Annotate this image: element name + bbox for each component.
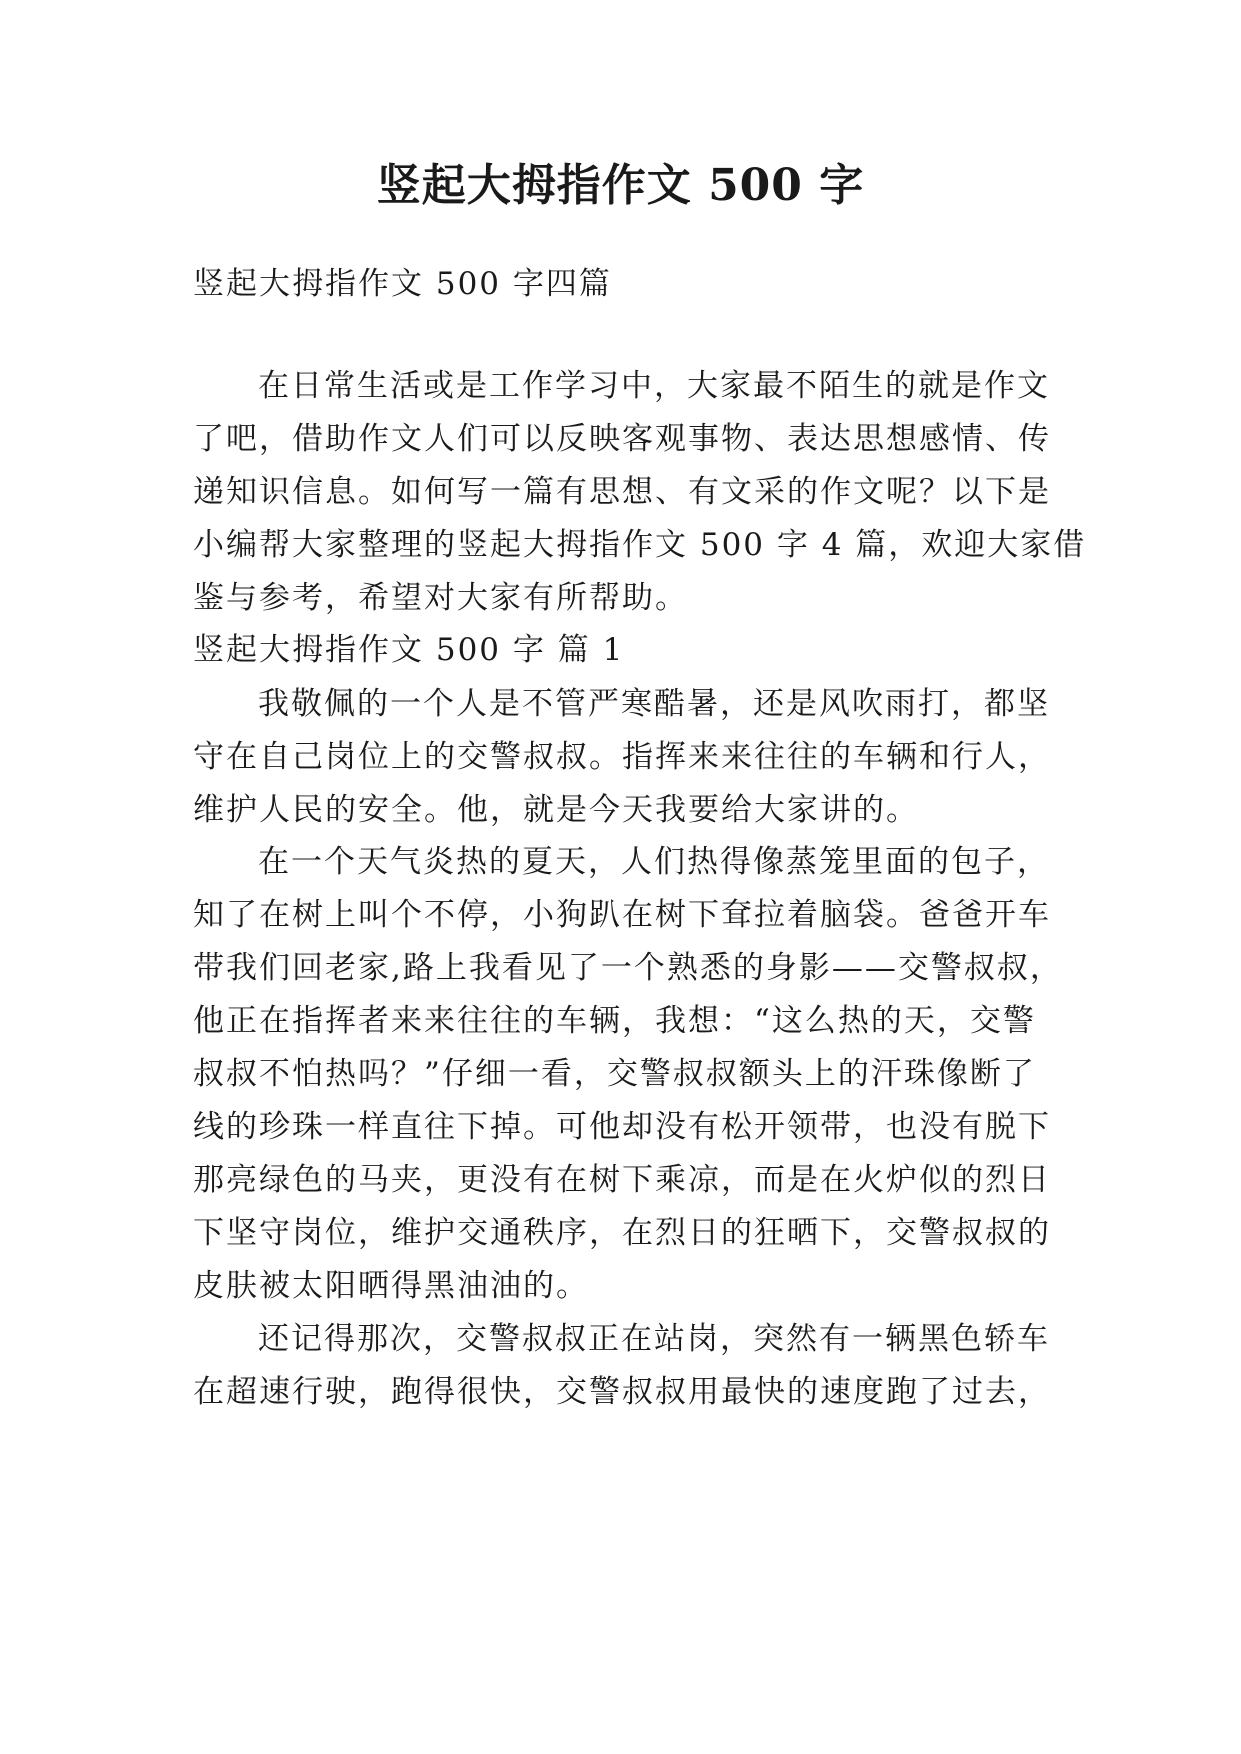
- paragraph-line: 维护人民的安全。他，就是今天我要给大家讲的。: [193, 792, 919, 828]
- paragraph-line: 下坚守岗位，维护交通秩序，在烈日的狂晒下，交警叔叔的: [193, 1215, 1051, 1251]
- paragraph-line: 在日常生活或是工作学习中，大家最不陌生的就是作文: [258, 368, 1050, 404]
- paragraph-line: 我敬佩的一个人是不管严寒酷暑，还是风吹雨打，都坚: [258, 686, 1050, 722]
- paragraph-line: 线的珍珠一样直往下掉。可他却没有松开领带，也没有脱下: [193, 1109, 1051, 1145]
- paragraph-line: 皮肤被太阳晒得黑油油的。: [193, 1268, 589, 1304]
- paragraph-line: 还记得那次，交警叔叔正在站岗，突然有一辆黑色轿车: [258, 1321, 1050, 1357]
- paragraph-line: 递知识信息。如何写一篇有思想、有文采的作文呢？以下是: [193, 474, 1051, 510]
- paragraph-line: 叔叔不怕热吗？”仔细一看，交警叔叔额头上的汗珠像断了: [193, 1056, 1036, 1092]
- paragraph-line: 在一个天气炎热的夏天，人们热得像蒸笼里面的包子，: [258, 844, 1050, 880]
- document-title: 竖起大拇指作文 500 字: [376, 160, 865, 211]
- paragraph-line: 小编帮大家整理的竖起大拇指作文 500 字 4 篇，欢迎大家借: [193, 527, 1087, 563]
- paragraph-line: 在超速行驶，跑得很快，交警叔叔用最快的速度跑了过去，: [193, 1374, 1051, 1410]
- paragraph-line: 守在自己岗位上的交警叔叔。指挥来来往往的车辆和行人，: [193, 739, 1051, 775]
- paragraph-line: 那亮绿色的马夹，更没有在树下乘凉，而是在火炉似的烈日: [193, 1162, 1051, 1198]
- paragraph-line: 鉴与参考，希望对大家有所帮助。: [193, 580, 688, 616]
- paragraph-line: 他正在指挥者来来往往的车辆，我想：“这么热的天，交警: [193, 1003, 1036, 1039]
- paragraph-line: 了吧，借助作文人们可以反映客观事物、表达思想感情、传: [193, 421, 1051, 457]
- paragraph-line: 带我们回老家,路上我看见了一个熟悉的身影——交警叔叔，: [193, 950, 1063, 986]
- section-heading: 竖起大拇指作文 500 字 篇 1: [193, 632, 625, 668]
- paragraph-line: 知了在树上叫个不停，小狗趴在树下耷拉着脑袋。爸爸开车: [193, 897, 1051, 933]
- document-subtitle: 竖起大拇指作文 500 字四篇: [193, 266, 612, 302]
